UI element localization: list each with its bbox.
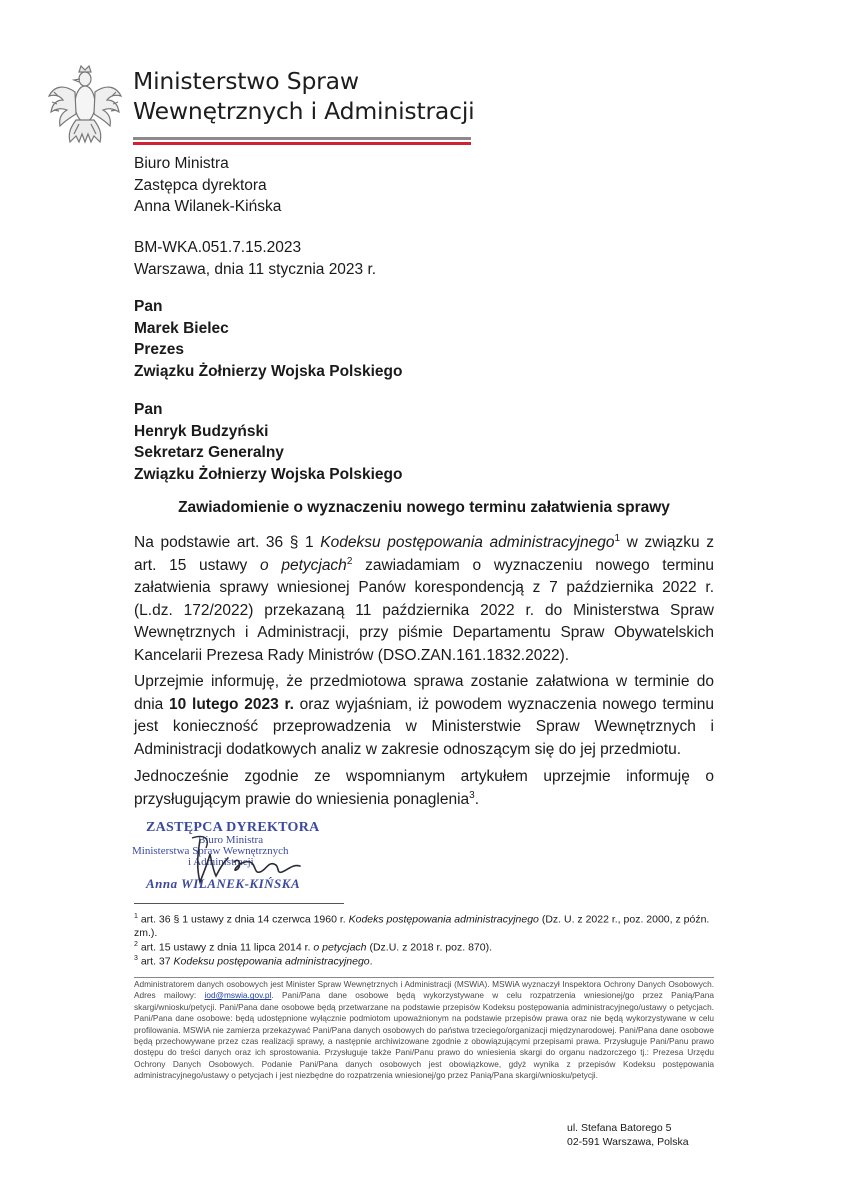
body-paragraph: Jednocześnie zgodnie ze wspomnianym artykułem uprzejmie informuję o przysługującym prawie do wniesienia ponaglenia$^3$. — [134, 768, 714, 808]
addressee-block — [134, 296, 402, 382]
footnote: $^3$ art. 37 Kodeksu postępowania administracyjnego. — [134, 955, 373, 968]
iod-email-link[interactable]: iod@mswia.gov.pl — [204, 990, 272, 1001]
addressee-name: Marek Bielec — [134, 319, 229, 337]
statute-title: o petycjach — [260, 556, 347, 574]
footnote-ref: 2 — [346, 555, 353, 567]
body-paragraph: Uprzejmie informuję, że przedmiotowa sprawa zostanie załatwiona w terminie do dnia 10 lutego 2023 r. oraz wyjaśniam, iż powodem wyznaczenia nowego terminu jest konieczność przeprowadzenia w Ministerstwie Spraw Wewnętrznych i Administracji dodatkowych analiz w zakresie odnoszącym się do jej przedmiotu. — [134, 673, 715, 758]
stamp-ministry: Ministerstwa Spraw Wewnętrznych — [132, 845, 289, 857]
privacy-notice: Administratorem danych osobowych jest Minister Spraw Wewnętrznych i Administracji (MSWiA). MSWiA wyznaczył Inspektora Ochrony Danych Osobowych. Adres mailowy: iod@mswia.gov.pl. Pani/Pana dane osobowe będą wykorzystywane w celu rozpatrzenia wniesionej/go przez Panią/Pana skargi/wniosku/petycji. Pani/Pana dane osobowe będą przetwarzane na podstawie przepisów Kodeksu postępowania administracyjnego/ustawy o petycjach. Pani/Pana dane osobowe: będą udostępnione wyłącznie podmiotom upoważnionym na podstawie przepisów prawa oraz nie będą wykorzystywane w celu profilowania. MSWiA nie zamierza przekazywać Pani/Pana danych osobowych do państwa trzeciego/organizacji międzynarodowej. Pani/Pana dane osobowe będą przechowywane przez czas realizacji sprawy, a następnie archiwizowane zgodnie z obowiązującymi przepisami prawa. Przysługuje Pani/Panu prawo dostępu do treści danych oraz ich sprostowania. Przysługuje także Pani/Panu prawo do wniesienia skargi do organu nadzorczego tj.: Prezesa Urzędu Ochrony Danych Osobowych. Podanie Pani/Pana danych osobowych jest obowiązkowe, gdyż wynika z przepisów Kodeksu postępowania administracyjnego/ustawy o petycjach i jest niezbędne do rozpatrzenia wniesionej/go przez Panią/Pana skargi/wniosku/petycji. — [134, 979, 715, 1081]
footnote-ref: 3 — [469, 789, 475, 801]
header-rule-red — [133, 142, 471, 145]
ministry-name — [133, 66, 475, 126]
footnote: $^2$ art. 15 ustawy z dnia 11 lipca 2014 r. o petycjach (Dz.U. z 2018 r. poz. 870). — [134, 941, 493, 954]
addressee-organization: Związku Żołnierzy Wojska Polskiego — [134, 465, 403, 483]
statute-title: Kodeksu postępowania administracyjnego — [320, 534, 615, 551]
reference-block — [134, 237, 376, 280]
addressee-position: Prezes — [134, 341, 184, 358]
reference-number: BM-WKA.051.7.15.2023 — [134, 239, 302, 256]
stamp-name: Anna WILANEK-KIŃSKA — [146, 876, 301, 891]
stamp-office: Biuro Ministra — [198, 834, 264, 846]
addressee-block — [134, 399, 402, 485]
deadline-date: 10 lutego 2023 r. — [169, 695, 294, 713]
ministry-name-line1: Ministerstwo Spraw — [133, 67, 359, 95]
handwritten-signature — [170, 832, 340, 892]
address-city: 02-591 Warszawa, Polska — [567, 1136, 689, 1148]
sender-block — [134, 153, 281, 218]
footnote: $^1$ art. 36 § 1 ustawy z dnia 14 czerwca 1960 r. Kodeks postępowania administracyjnego (Dz. U. z 2022 r., poz. 2000, z późn. zm.). — [134, 913, 710, 939]
stamp-ministry-cont: i Administracji — [188, 856, 254, 868]
privacy-separator — [134, 977, 714, 978]
header-rule-grey — [133, 137, 471, 140]
addressee-name: Henryk Budzyński — [134, 422, 269, 440]
sender-name: Anna Wilanek-Kińska — [134, 198, 282, 215]
body-paragraph: Na podstawie art. 36 § 1 Kodeksu postępowania administracyjnego$^1$ w związku z art. 15 ustawy o petycjach$^2$ zawiadamiam o wyznaczeniu nowego terminu załatwienia sprawy wniesionej Panów korespondencją z 7 października 2022 r. (L.dz. 172/2022) przekazaną 11 października 2022 r. do Ministerstwa Spraw Wewnętrznych i Administracji, przy piśmie Departamentu Spraw Obywatelskich Kancelarii Prezesa Rady Ministrów (DSO.ZAN.161.1832.2022). — [134, 532, 715, 664]
letter-subject: Zawiadomienie o wyznaczeniu nowego terminu załatwienia sprawy — [178, 499, 670, 516]
footnote-ref: 1 — [614, 532, 621, 544]
addressee-title: Pan — [134, 401, 163, 418]
footnote-separator — [134, 903, 344, 904]
stamp-title: ZASTĘPCA DYREKTORA — [146, 820, 320, 835]
footer-address — [567, 1121, 689, 1149]
polish-eagle-emblem-icon — [46, 62, 124, 146]
sender-role: Zastępca dyrektora — [134, 176, 267, 194]
addressee-position: Sekretarz Generalny — [134, 444, 284, 461]
place-date: Warszawa, dnia 11 stycznia 2023 r. — [134, 260, 377, 278]
address-street: ul. Stefana Batorego 5 — [567, 1122, 672, 1134]
sender-office: Biuro Ministra — [134, 155, 229, 172]
addressee-organization: Związku Żołnierzy Wojska Polskiego — [134, 362, 403, 380]
ministry-name-line2: Wewnętrznych i Administracji — [133, 97, 475, 125]
addressee-title: Pan — [134, 298, 163, 315]
